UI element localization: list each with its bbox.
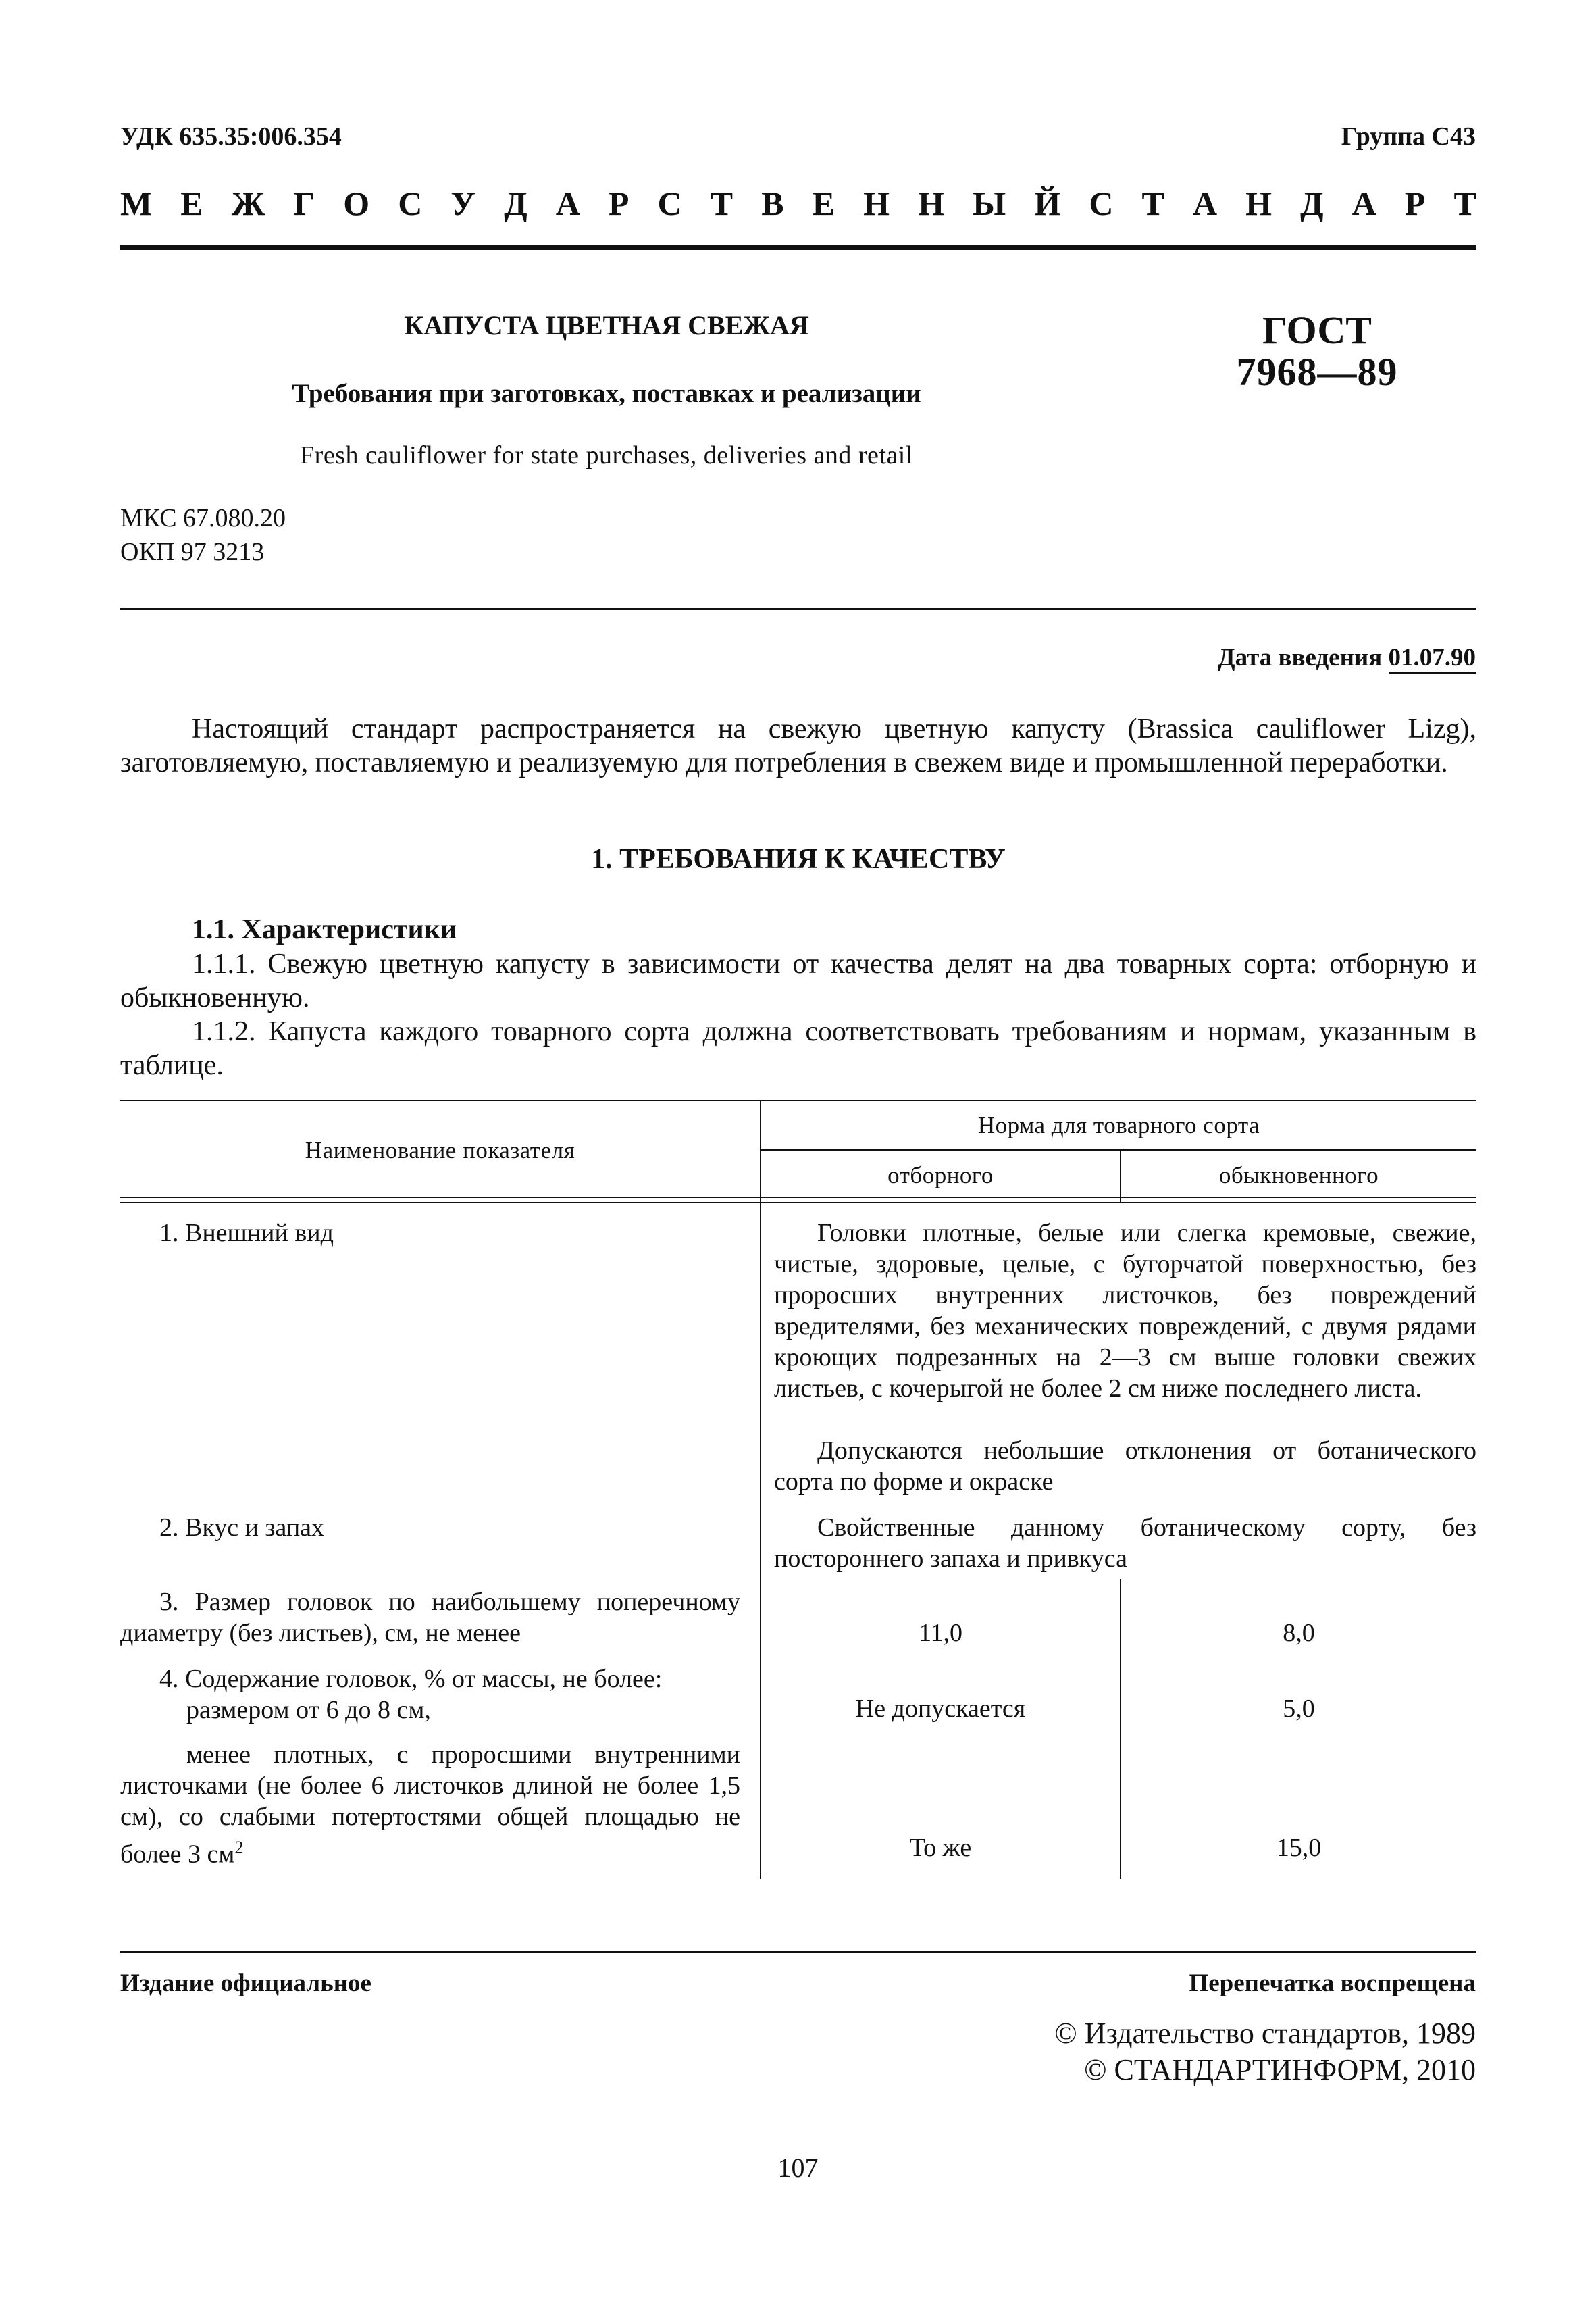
- standard-type-heading: [120, 184, 1476, 223]
- copyright-1989: © Издательство стандартов, 1989: [1054, 2017, 1476, 2050]
- gost-label: ГОСТ: [1262, 308, 1372, 352]
- heading-letter: Н: [863, 184, 890, 222]
- reprint-prohibited: Перепечатка воспрещена: [1189, 1969, 1476, 1997]
- heading-letter: Г: [293, 184, 315, 222]
- row5-indicator: [120, 1739, 740, 1870]
- scope-paragraph: Настоящий стандарт распространяется на свежую цветную капусту (Brassica cauliflower Lizg), заготовляемую, поставляемую и реализуемую для потребления в свежем виде и промышленной переработки.: [120, 713, 1476, 778]
- row5-superscript: 2: [234, 1838, 244, 1857]
- group-code: Группа С43: [1341, 122, 1476, 151]
- heading-letter: А: [1192, 184, 1218, 222]
- mks-code: МКС 67.080.20: [120, 504, 286, 532]
- header-norm: Норма для товарного сорта: [977, 1112, 1260, 1138]
- heading-letter: Р: [1404, 184, 1426, 222]
- row1-norm-note: Допускаются небольшие отклонения от ботанического сорта по форме и окраске: [774, 1436, 1476, 1496]
- heading-letter: У: [451, 184, 476, 222]
- heading-letter: Р: [608, 184, 629, 222]
- classification-codes: [120, 501, 286, 569]
- header-select-grade: отборного: [887, 1162, 994, 1188]
- row3-ordinary-value: 8,0: [1283, 1619, 1315, 1647]
- intro-date-label: Дата введения: [1218, 644, 1383, 672]
- table-subheader-rule: [761, 1149, 1476, 1151]
- heading-letter: А: [1352, 184, 1376, 222]
- title-rule: [120, 608, 1476, 610]
- heading-letter: А: [555, 184, 580, 222]
- heading-letter: Ж: [231, 184, 265, 222]
- heading-letter: М: [120, 184, 153, 222]
- row4-indicator: 4. Содержание головок, % от массы, не более:: [159, 1665, 663, 1693]
- intro-date: [1218, 643, 1476, 672]
- heading-letter: Т: [710, 184, 733, 222]
- heading-letter: С: [657, 184, 682, 222]
- header-thick-rule: [120, 245, 1476, 250]
- row5-indicator-text: менее плотных, с проросшими внутренними листочками (не более 6 листочков длиной не более 1,5 см), со слабыми потертостями общей площадью не более 3 см: [120, 1740, 740, 1869]
- intro-date-value: 01.07.90: [1389, 644, 1476, 674]
- row5-ordinary-value: 15,0: [1276, 1834, 1322, 1862]
- row3-indicator: 3. Размер головок по наибольшему поперечному диаметру (без листьев), см, не менее: [120, 1588, 740, 1647]
- heading-letter: С: [398, 184, 423, 222]
- heading-letter: Д: [1300, 184, 1324, 222]
- row2-norm-text: Свойственные данному ботаническому сорту, без постороннего запаха и привкуса: [774, 1513, 1476, 1573]
- header-indicator: Наименование показателя: [305, 1137, 575, 1163]
- paragraph-1-1-1: 1.1.1. Свежую цветную капусту в зависимости от качества делят на два товарных сорта: отборную и обыкновенную.: [120, 949, 1476, 1013]
- heading-letter: Й: [1034, 184, 1061, 222]
- heading-letter: Е: [812, 184, 835, 222]
- section-heading: 1. ТРЕБОВАНИЯ К КАЧЕСТВУ: [591, 844, 1006, 875]
- official-edition: Издание официальное: [120, 1969, 371, 1997]
- copyright-block: [1054, 2015, 1476, 2088]
- udk-code: УДК 635.35:006.354: [120, 122, 342, 151]
- heading-letter: В: [761, 184, 784, 222]
- copyright-2010: © СТАНДАРТИНФОРМ, 2010: [1084, 2053, 1476, 2086]
- heading-letter: Д: [504, 184, 527, 222]
- gost-number: 7968—89: [1236, 350, 1398, 394]
- row4-size-range: размером от 6 до 8 см,: [186, 1696, 431, 1724]
- footer-rule: [120, 1951, 1476, 1953]
- heading-letter: Ы: [973, 184, 1006, 222]
- paragraph-1-1-2: 1.1.2. Капуста каждого товарного сорта должна соответствовать требованиям и нормам, указанным в таблице.: [120, 1016, 1476, 1081]
- document-title: КАПУСТА ЦВЕТНАЯ СВЕЖАЯ: [404, 310, 809, 341]
- row3-select-value: 11,0: [918, 1619, 963, 1647]
- gost-designation: [1148, 309, 1486, 393]
- document-subtitle: Требования при заготовках, поставках и реализации: [292, 379, 921, 408]
- okp-code: ОКП 97 3213: [120, 538, 265, 566]
- table-top-rule: [120, 1100, 1476, 1101]
- table-vline-main-body: [760, 1203, 761, 1879]
- heading-letter: Т: [1453, 184, 1476, 222]
- row1-indicator: 1. Внешний вид: [159, 1219, 334, 1247]
- row4-select-value: Не допускается: [855, 1694, 1026, 1723]
- page-number: 107: [777, 2153, 819, 2183]
- heading-letter: С: [1089, 184, 1114, 222]
- english-title: Fresh cauliflower for state purchases, deliveries and retail: [300, 441, 913, 470]
- row5-select-value: То же: [909, 1834, 972, 1862]
- row2-indicator: 2. Вкус и запах: [159, 1513, 325, 1542]
- heading-letter: Е: [180, 184, 203, 222]
- subsection-heading: 1.1. Характеристики: [192, 914, 457, 945]
- header-ordinary-grade: обыкновенного: [1218, 1162, 1379, 1188]
- table-header-rule-1: [120, 1197, 1476, 1198]
- heading-letter: Н: [1245, 184, 1272, 222]
- heading-letter: Н: [918, 184, 945, 222]
- row1-norm-text: Головки плотные, белые или слегка кремовые, свежие, чистые, здоровые, целые, с бугорчатой поверхностью, без проросших внутренних листочков, без повреждений вредителями, без механических повреждений, с двумя рядами кроющих подрезанных на 2—3 см выше головки свежих листьев, с кочерыгой не более 2 см ниже последнего листа.: [774, 1219, 1476, 1403]
- heading-letter: О: [343, 184, 370, 222]
- heading-letter: Т: [1141, 184, 1164, 222]
- table-header-rule-2: [120, 1202, 1476, 1203]
- row4-ordinary-value: 5,0: [1283, 1694, 1315, 1723]
